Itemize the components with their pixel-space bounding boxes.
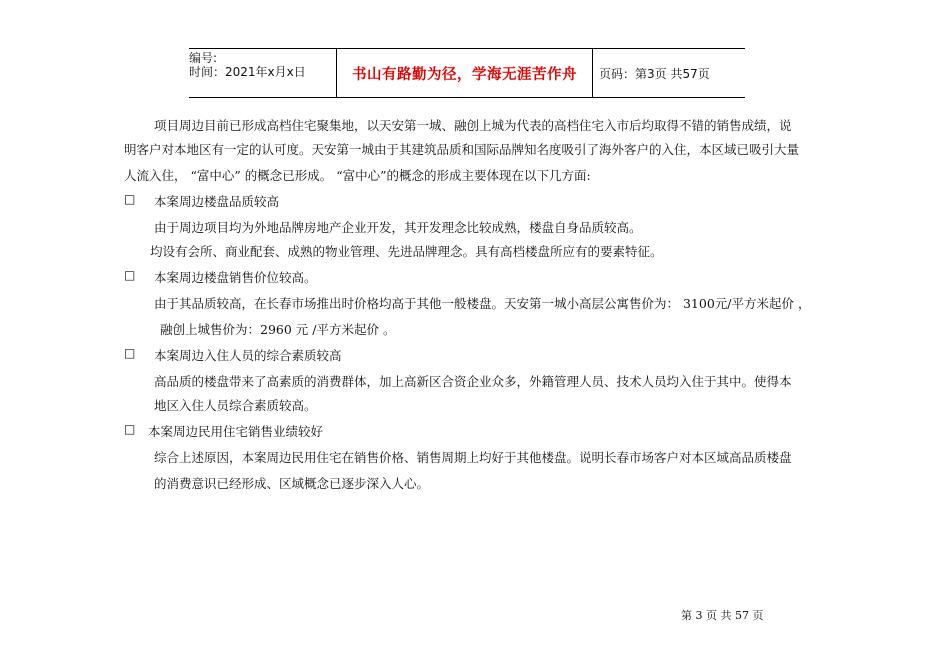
section-title: 本案周边民用住宅销售业绩较好 [148,424,324,439]
section-line: 地区入住人员综合素质较高。 [154,398,317,413]
header-motto: 书山有路勤为径，学海无涯苦作舟 [337,49,593,97]
header-page-label: 页码：第3页 共57页 [599,66,710,81]
section-line: 由于其品质较高，在长春市场推出时价格均高于其他一般楼盘。天安第一城小高层公寓售价为： 3100元/平方米起价 ， [154,296,811,311]
paragraph-line: 人流入住， “富中心” 的概念已形成。 “富中心”的概念的形成主要体现在以下几方面: [124,168,591,183]
page-footer: 第 3 页 共 57 页 [681,609,764,622]
section-title: 本案周边入住人员的综合素质较高 [154,348,342,363]
section-line: 由于周边项目均为外地品牌房地产企业开发，其开发理念比较成熟，楼盘自身品质较高。 [154,220,642,235]
checkbox-bullet-icon: □ [124,268,136,282]
checkbox-bullet-icon: □ [124,346,136,360]
paragraph-line: 明客户对本地区有一定的认可度。天安第一城由于其建筑品质和国际品牌知名度吸引了海外客户的入住，本区域已吸引大量 [124,142,800,157]
section-line: 高品质的楼盘带来了高素质的消费群体，加上高新区合资企业众多，外籍管理人员、技术人员均入住于其中。使得本 [154,374,792,389]
section-line: 综合上述原因，本案周边民用住宅在销售价格、销售周期上均好于其他楼盘。说明长春市场客户对本区域高品质楼盘 [154,450,792,465]
section-title: 本案周边楼盘品质较高 [154,194,280,209]
section-line: 融创上城售价为：2960 元 /平方米起价 。 [160,322,396,337]
checkbox-bullet-icon: □ [124,422,136,436]
checkbox-bullet-icon: □ [124,192,136,206]
section-line: 的消费意识已经形成、区域概念已逐步深入人心。 [154,476,430,491]
section-title: 本案周边楼盘销售价位较高。 [154,270,317,285]
paragraph-line: 项目周边目前已形成高档住宅聚集地，以天安第一城、融创上城为代表的高档住宅入市后均取得不错的销售成绩，说 [154,118,792,133]
code-label: 编号: [189,51,218,65]
section-line: 均设有会所、商业配套、成熟的物业管理、先进品牌理念。具有高档楼盘所应有的要素特征。 [150,244,663,259]
document-header [189,48,745,98]
header-meta-cell [189,49,337,97]
time-label: 时间：2021年x月x日 [189,65,306,79]
